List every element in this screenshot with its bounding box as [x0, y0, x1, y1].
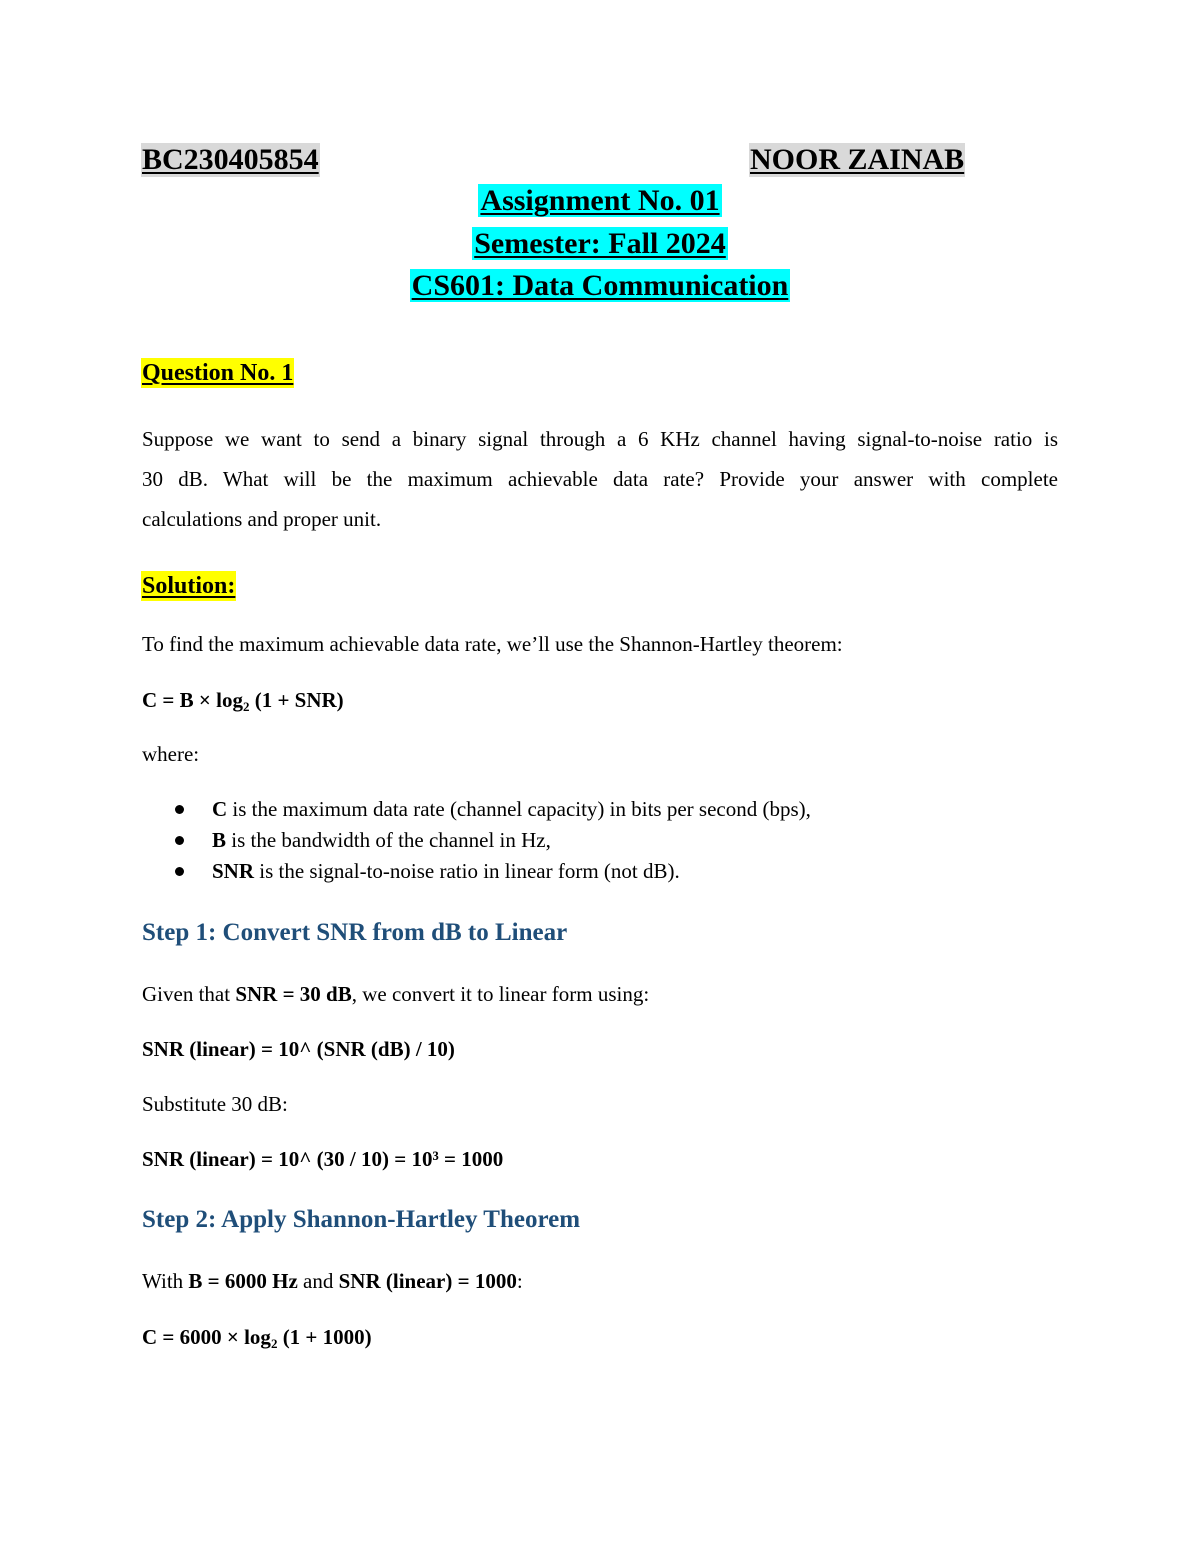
step1-given	[142, 980, 649, 1008]
step2-formula-main: C = 6000 × log	[142, 1325, 271, 1349]
semester-title-line	[0, 226, 1200, 262]
question-line-1: Suppose we want to send a binary signal through a 6 KHz channel having signal-to-noise ratio is	[142, 427, 1058, 451]
semester-title: Semester: Fall 2024	[474, 227, 726, 260]
solution-heading: Solution:	[142, 573, 236, 599]
bullet-item-b	[212, 826, 551, 854]
bullet-text: is the bandwidth of the channel in Hz,	[226, 828, 551, 852]
shannon-formula-main: C = B × log	[142, 688, 243, 712]
step2-with-prefix: With	[142, 1269, 189, 1293]
assignment-title: Assignment No. 01	[480, 184, 720, 217]
student-id: BC230405854	[142, 143, 319, 176]
step2-with-snr: SNR (linear) = 1000	[338, 1269, 517, 1293]
step1-given-suffix: , we convert it to linear form using:	[351, 982, 650, 1006]
bullet-term: B	[212, 828, 227, 852]
step2-with-bandwidth: B = 6000 Hz	[188, 1269, 298, 1293]
bullet-dot	[175, 805, 184, 814]
step2-formula-tail: (1 + 1000)	[277, 1325, 372, 1349]
step1-formula-general: SNR (linear) = 10^ (SNR (dB) / 10)	[142, 1037, 455, 1061]
step2-with	[142, 1267, 523, 1295]
bullet-item-c	[212, 795, 811, 823]
assignment-title-line	[0, 183, 1200, 219]
step2-formula-log-base: 2	[270, 1336, 278, 1351]
step2-with-and: and	[297, 1269, 339, 1293]
course-title: CS601: Data Communication	[411, 269, 789, 302]
question-line-3: calculations and proper unit.	[142, 507, 382, 531]
bullet-dot	[175, 836, 184, 845]
step1-substitute: Substitute 30 dB:	[142, 1092, 288, 1116]
step2-formula	[142, 1323, 372, 1351]
step2-with-suffix: :	[516, 1269, 523, 1293]
step1-formula-result: SNR (linear) = 10^ (30 / 10) = 10³ = 1000	[142, 1147, 504, 1171]
step1-given-prefix: Given that	[142, 982, 236, 1006]
question-line-2: 30 dB. What will be the maximum achievable data rate? Provide your answer with complete	[142, 467, 1058, 491]
bullet-item-snr	[212, 857, 680, 885]
bullet-text: is the signal-to-noise ratio in linear form (not dB).	[254, 859, 680, 883]
course-title-line	[0, 268, 1200, 304]
shannon-formula-log-base: 2	[242, 699, 250, 714]
step1-given-snr: SNR = 30 dB	[235, 982, 352, 1006]
question-heading: Question No. 1	[142, 360, 294, 386]
step1-heading: Step 1: Convert SNR from dB to Linear	[142, 919, 568, 946]
shannon-formula-tail: (1 + SNR)	[249, 688, 344, 712]
step2-heading: Step 2: Apply Shannon-Hartley Theorem	[142, 1206, 581, 1233]
bullet-text: is the maximum data rate (channel capacity) in bits per second (bps),	[227, 797, 811, 821]
student-name: NOOR ZAINAB	[750, 143, 965, 176]
shannon-formula	[142, 686, 344, 714]
bullet-term: C	[212, 797, 228, 821]
bullet-term: SNR	[212, 859, 255, 883]
where-label: where:	[142, 742, 200, 766]
bullet-dot	[175, 867, 184, 876]
solution-intro: To find the maximum achievable data rate, we’ll use the Shannon-Hartley theorem:	[142, 632, 843, 656]
